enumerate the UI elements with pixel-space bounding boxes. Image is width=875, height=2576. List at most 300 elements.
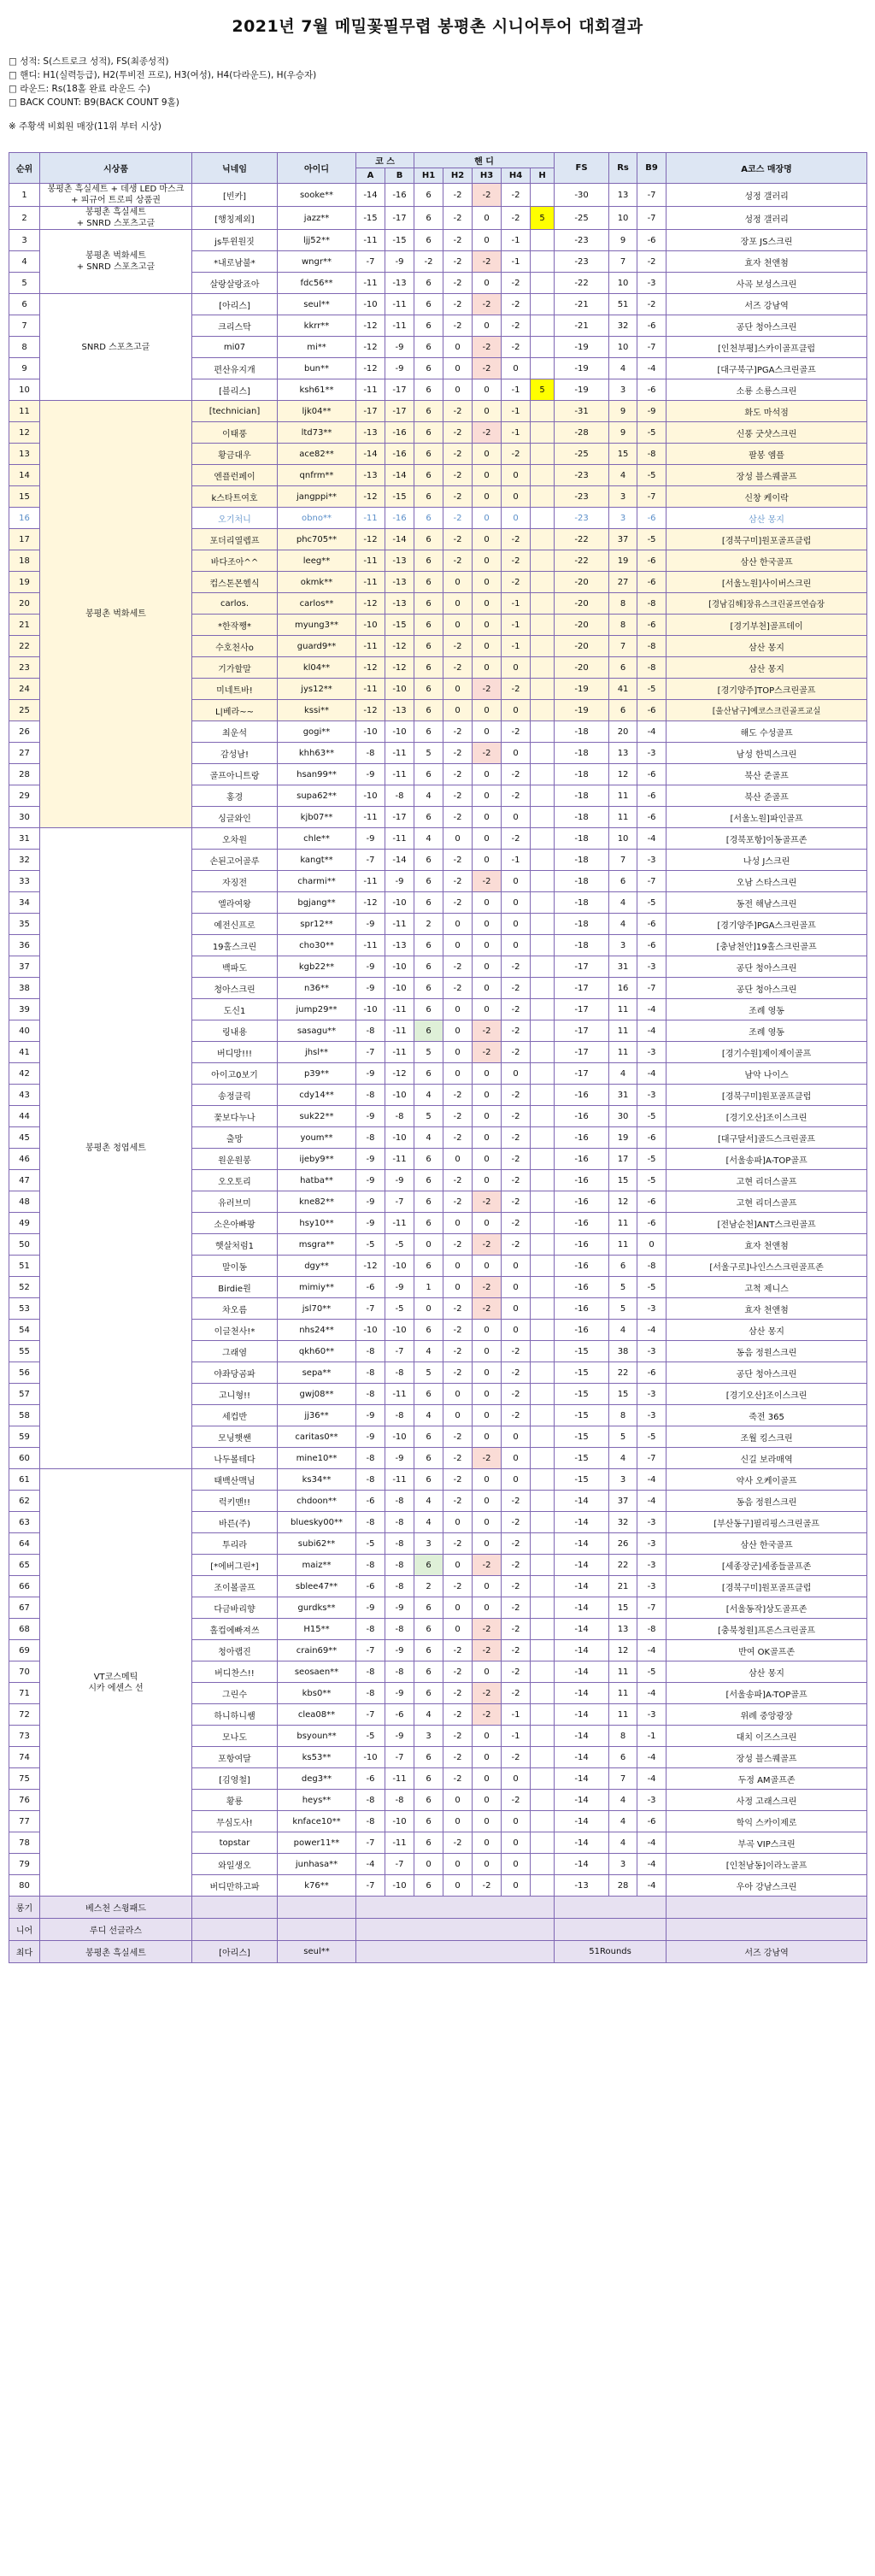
user-id-cell: mi** <box>278 337 356 358</box>
handi-h4-cell: -2 <box>502 721 531 743</box>
final-score-cell: -17 <box>555 1042 609 1063</box>
handi-h4-cell: 0 <box>502 657 531 679</box>
store-name-cell: [서울송파]A-TOP골프 <box>667 1149 867 1170</box>
store-name-cell: 위례 중앙광장 <box>667 1704 867 1726</box>
rank-cell: 30 <box>9 807 40 828</box>
final-score-cell: -18 <box>555 871 609 892</box>
handi-h-cell <box>531 251 555 273</box>
rank-cell: 58 <box>9 1405 40 1426</box>
rank-cell: 14 <box>9 465 40 486</box>
handi-h1-cell: 6 <box>414 1149 443 1170</box>
user-id-cell: caritas0** <box>278 1426 356 1448</box>
handi-h-cell <box>531 1320 555 1341</box>
handi-h-cell <box>531 1768 555 1790</box>
final-score-cell: -19 <box>555 379 609 401</box>
handi-h1-cell: 4 <box>414 1341 443 1362</box>
handi-h1-cell: 6 <box>414 657 443 679</box>
handi-h1-cell: 6 <box>414 1640 443 1661</box>
handi-h2-cell: -2 <box>443 956 473 978</box>
final-score-cell: -16 <box>555 1170 609 1191</box>
handi-h1-cell: 6 <box>414 422 443 444</box>
handi-h4-cell: -2 <box>502 294 531 315</box>
store-name-cell: 동음 정원스크린 <box>667 1341 867 1362</box>
handi-h-cell <box>531 1191 555 1213</box>
rounds-cell: 4 <box>609 1811 637 1832</box>
final-score-cell: -15 <box>555 1384 609 1405</box>
score-b-cell: -8 <box>385 1619 414 1640</box>
score-b-cell: -7 <box>385 1341 414 1362</box>
handi-h1-cell: 4 <box>414 1127 443 1149</box>
user-id-cell: ijeby9** <box>278 1149 356 1170</box>
back-nine-cell: -2 <box>637 294 667 315</box>
store-name-cell: [서울동작]상도골프존 <box>667 1597 867 1619</box>
header-course: 코 스 <box>356 153 414 168</box>
final-score-cell: -14 <box>555 1576 609 1597</box>
final-score-cell: -23 <box>555 508 609 529</box>
score-a-cell: -7 <box>356 1704 385 1726</box>
handi-h3-cell: 0 <box>473 1768 502 1790</box>
handi-h3-cell: 0 <box>473 1512 502 1533</box>
header-prize: 시상품 <box>40 153 192 184</box>
score-a-cell: -12 <box>356 358 385 379</box>
score-a-cell: -12 <box>356 315 385 337</box>
user-id-cell: jsl70** <box>278 1298 356 1320</box>
store-name-cell: [전남순천]ANT스크린골프 <box>667 1213 867 1234</box>
score-b-cell: -11 <box>385 1384 414 1405</box>
store-name-cell: 반여 OK골프존 <box>667 1640 867 1661</box>
header-id: 아이디 <box>278 153 356 184</box>
handi-h-cell <box>531 764 555 785</box>
score-b-cell: -10 <box>385 679 414 700</box>
score-b-cell: -11 <box>385 828 414 850</box>
handi-h1-cell: 6 <box>414 700 443 721</box>
handi-h2-cell: 0 <box>443 615 473 636</box>
handi-h1-cell: 4 <box>414 1491 443 1512</box>
handi-h4-cell: -2 <box>502 184 531 207</box>
handi-h-cell <box>531 1811 555 1832</box>
final-score-cell: -14 <box>555 1811 609 1832</box>
user-id-cell: kne82** <box>278 1191 356 1213</box>
score-a-cell: -8 <box>356 1469 385 1491</box>
rank-cell: 67 <box>9 1597 40 1619</box>
handi-h1-cell: 6 <box>414 978 443 999</box>
prize-cell <box>40 230 192 294</box>
handi-h3-cell: 0 <box>473 1469 502 1491</box>
store-name-cell: [경북포항]이동골프존 <box>667 828 867 850</box>
nickname-cell: 오차원 <box>192 828 278 850</box>
score-a-cell: -13 <box>356 422 385 444</box>
score-b-cell: -11 <box>385 1213 414 1234</box>
special-award-row <box>9 1897 867 1919</box>
score-b-cell: -5 <box>385 1298 414 1320</box>
score-b-cell: -10 <box>385 1426 414 1448</box>
rank-cell: 59 <box>9 1426 40 1448</box>
store-name-cell: 조례 영동 <box>667 999 867 1020</box>
nickname-cell: 기가할말 <box>192 657 278 679</box>
score-b-cell: -11 <box>385 743 414 764</box>
user-id-cell: msgra** <box>278 1234 356 1256</box>
final-score-cell: -23 <box>555 251 609 273</box>
user-id-cell: wngr** <box>278 251 356 273</box>
handi-h3-cell: 0 <box>473 1256 502 1277</box>
back-nine-cell: -3 <box>637 1704 667 1726</box>
score-a-cell: -10 <box>356 999 385 1020</box>
handi-h4-cell: -1 <box>502 636 531 657</box>
handi-h4-cell: 0 <box>502 1063 531 1085</box>
score-a-cell: -11 <box>356 679 385 700</box>
rounds-cell: 11 <box>609 785 637 807</box>
back-nine-cell: -4 <box>637 999 667 1020</box>
nickname-cell: 럭키맨!! <box>192 1491 278 1512</box>
store-name-cell: 북산 준골프 <box>667 785 867 807</box>
rank-cell: 18 <box>9 550 40 572</box>
nickname-cell: 도신1 <box>192 999 278 1020</box>
user-id-cell: cdy14** <box>278 1085 356 1106</box>
user-id-cell: knface10** <box>278 1811 356 1832</box>
handi-h2-cell: -2 <box>443 892 473 914</box>
handi-h2-cell: -2 <box>443 465 473 486</box>
final-score-cell: -14 <box>555 1512 609 1533</box>
rank-cell: 26 <box>9 721 40 743</box>
rank-cell: 2 <box>9 207 40 230</box>
nickname-cell: 황금대우 <box>192 444 278 465</box>
handi-h3-cell: 0 <box>473 401 502 422</box>
rank-cell: 62 <box>9 1491 40 1512</box>
header-b9: B9 <box>637 153 667 184</box>
handi-h2-cell: -2 <box>443 294 473 315</box>
back-nine-cell: -3 <box>637 850 667 871</box>
score-a-cell: -9 <box>356 1106 385 1127</box>
table-row <box>9 294 867 315</box>
user-id-cell: supa62** <box>278 785 356 807</box>
handi-h1-cell: 6 <box>414 1063 443 1085</box>
score-a-cell: -9 <box>356 1405 385 1426</box>
handi-h-cell <box>531 294 555 315</box>
handi-h-cell: 5 <box>531 207 555 230</box>
nickname-cell: [technician] <box>192 401 278 422</box>
handi-h-cell <box>531 1640 555 1661</box>
score-a-cell: -8 <box>356 1362 385 1384</box>
rounds-cell: 20 <box>609 721 637 743</box>
header-store: A코스 매장명 <box>667 153 867 184</box>
store-name-cell: 해도 수성골프 <box>667 721 867 743</box>
rank-cell: 76 <box>9 1790 40 1811</box>
rounds-cell: 13 <box>609 184 637 207</box>
score-b-cell: -8 <box>385 1790 414 1811</box>
handi-h3-cell: 0 <box>473 1832 502 1854</box>
score-a-cell: -13 <box>356 465 385 486</box>
handi-h-cell <box>531 679 555 700</box>
handi-h1-cell: 6 <box>414 850 443 871</box>
store-name-cell: 삼산 몽지 <box>667 636 867 657</box>
handi-h1-cell: 5 <box>414 1362 443 1384</box>
score-a-cell: -12 <box>356 700 385 721</box>
prize-cell <box>40 184 192 207</box>
nickname-cell: 아이고0보기 <box>192 1063 278 1085</box>
back-nine-cell: -4 <box>637 1491 667 1512</box>
handi-h4-cell: 0 <box>502 1448 531 1469</box>
final-score-cell: -14 <box>555 1555 609 1576</box>
user-id-cell: hsan99** <box>278 764 356 785</box>
rank-cell: 60 <box>9 1448 40 1469</box>
handi-h1-cell: 6 <box>414 572 443 593</box>
nickname-cell: *한작쨍* <box>192 615 278 636</box>
rank-cell: 63 <box>9 1512 40 1533</box>
prize-cell <box>40 401 192 828</box>
handi-h-cell <box>531 358 555 379</box>
handi-h3-cell: 0 <box>473 486 502 508</box>
handi-h-cell <box>531 935 555 956</box>
score-b-cell: -9 <box>385 1597 414 1619</box>
handi-h1-cell: 0 <box>414 1298 443 1320</box>
final-score-cell: -14 <box>555 1533 609 1555</box>
final-score-cell: -17 <box>555 1063 609 1085</box>
rounds-cell: 7 <box>609 251 637 273</box>
rounds-cell: 15 <box>609 1170 637 1191</box>
user-id-cell: bsyoun** <box>278 1726 356 1747</box>
rank-cell: 19 <box>9 572 40 593</box>
note-score: □ 성적: S(스트로크 성적), FS(최종성적) <box>9 56 169 67</box>
handi-h1-cell: 6 <box>414 1426 443 1448</box>
store-name-cell: 삼산 몽지 <box>667 1320 867 1341</box>
store-name-cell: 화도 마석점 <box>667 401 867 422</box>
handi-h2-cell: -2 <box>443 1683 473 1704</box>
handi-h1-cell: 6 <box>414 892 443 914</box>
store-name-cell: 죽전 365 <box>667 1405 867 1426</box>
header-h4: H4 <box>502 168 531 184</box>
handi-h2-cell: 0 <box>443 1063 473 1085</box>
score-b-cell: -11 <box>385 764 414 785</box>
handi-h1-cell: 6 <box>414 184 443 207</box>
handi-h2-cell: 0 <box>443 1020 473 1042</box>
handi-h2-cell: -2 <box>443 1298 473 1320</box>
note-rounds: □ 라운드: Rs(18홀 완료 라운드 수) <box>9 84 150 94</box>
store-name-cell: 효자 천앤첨 <box>667 251 867 273</box>
rounds-cell: 16 <box>609 978 637 999</box>
store-name-cell: 북산 준골프 <box>667 764 867 785</box>
handi-h4-cell: -1 <box>502 593 531 615</box>
legend-notes <box>9 55 316 133</box>
award-prize: 베스천 스윙패드 <box>40 1897 192 1919</box>
rank-cell: 11 <box>9 401 40 422</box>
back-nine-cell: -4 <box>637 828 667 850</box>
score-b-cell: -14 <box>385 850 414 871</box>
handi-h4-cell: -2 <box>502 1191 531 1213</box>
final-score-cell: -20 <box>555 636 609 657</box>
score-b-cell: -13 <box>385 700 414 721</box>
score-b-cell: -16 <box>385 422 414 444</box>
score-a-cell: -8 <box>356 1661 385 1683</box>
nickname-cell: 조이볼골프 <box>192 1576 278 1597</box>
handi-h1-cell: 6 <box>414 444 443 465</box>
handi-h3-cell: 0 <box>473 207 502 230</box>
final-score-cell: -17 <box>555 999 609 1020</box>
final-score-cell: -18 <box>555 721 609 743</box>
rank-cell: 35 <box>9 914 40 935</box>
final-score-cell: -18 <box>555 850 609 871</box>
rank-cell: 45 <box>9 1127 40 1149</box>
handi-h2-cell: -2 <box>443 743 473 764</box>
nickname-cell: 나두볼테다 <box>192 1448 278 1469</box>
score-a-cell: -11 <box>356 935 385 956</box>
handi-h2-cell: -2 <box>443 1234 473 1256</box>
rounds-cell: 11 <box>609 1704 637 1726</box>
handi-h4-cell: -2 <box>502 1619 531 1640</box>
handi-h4-cell: -2 <box>502 1555 531 1576</box>
handi-h4-cell: -2 <box>502 1213 531 1234</box>
final-score-cell: -19 <box>555 679 609 700</box>
handi-h-cell <box>531 1341 555 1362</box>
rounds-cell: 31 <box>609 1085 637 1106</box>
user-id-cell: p39** <box>278 1063 356 1085</box>
final-score-cell: -15 <box>555 1469 609 1491</box>
handi-h4-cell: -1 <box>502 1704 531 1726</box>
handi-h4-cell: 0 <box>502 1298 531 1320</box>
back-nine-cell: -3 <box>637 1790 667 1811</box>
handi-h1-cell: 6 <box>414 935 443 956</box>
handi-h-cell <box>531 1448 555 1469</box>
score-b-cell: -9 <box>385 1170 414 1191</box>
score-a-cell: -7 <box>356 1298 385 1320</box>
rounds-cell: 12 <box>609 1191 637 1213</box>
store-name-cell: 우아 강남스크린 <box>667 1875 867 1897</box>
final-score-cell: -14 <box>555 1597 609 1619</box>
score-b-cell: -8 <box>385 1576 414 1597</box>
store-name-cell: 나성 J스크린 <box>667 850 867 871</box>
nickname-cell: 그래염 <box>192 1341 278 1362</box>
user-id-cell: nhs24** <box>278 1320 356 1341</box>
back-nine-cell: -3 <box>637 1341 667 1362</box>
handi-h4-cell: -2 <box>502 828 531 850</box>
nickname-cell: 송정클릭 <box>192 1085 278 1106</box>
handi-h-cell <box>531 230 555 251</box>
store-name-cell: [경북구미]원포골프클럽 <box>667 529 867 550</box>
rounds-cell: 13 <box>609 743 637 764</box>
prize-line: 봉평촌 벅화세트 <box>85 609 146 619</box>
handi-h3-cell: 0 <box>473 529 502 550</box>
handi-h2-cell: 0 <box>443 1875 473 1897</box>
handi-h2-cell: -2 <box>443 315 473 337</box>
handi-h-cell <box>531 807 555 828</box>
handi-h4-cell: -2 <box>502 1020 531 1042</box>
handi-h-cell <box>531 892 555 914</box>
handi-h2-cell: -2 <box>443 207 473 230</box>
prize-line: VT코스메틱 <box>93 1672 138 1682</box>
handi-h4-cell: 0 <box>502 743 531 764</box>
user-id-cell: jj36** <box>278 1405 356 1426</box>
handi-h1-cell: 6 <box>414 1320 443 1341</box>
nickname-cell: 포더리열렙프 <box>192 529 278 550</box>
store-name-cell: [경기오산]조이스크린 <box>667 1384 867 1405</box>
final-score-cell: -14 <box>555 1661 609 1683</box>
handi-h2-cell: 0 <box>443 999 473 1020</box>
handi-h3-cell: 0 <box>473 956 502 978</box>
user-id-cell: chdoon** <box>278 1491 356 1512</box>
nickname-cell: 골프아니트랑 <box>192 764 278 785</box>
final-score-cell: -14 <box>555 1747 609 1768</box>
handi-h3-cell: 0 <box>473 1661 502 1683</box>
handi-h1-cell: 6 <box>414 1790 443 1811</box>
handi-h4-cell: 0 <box>502 1277 531 1298</box>
user-id-cell: jangppi** <box>278 486 356 508</box>
score-b-cell: -13 <box>385 593 414 615</box>
score-b-cell: -9 <box>385 337 414 358</box>
user-id-cell: k76** <box>278 1875 356 1897</box>
special-award-row <box>9 1919 867 1941</box>
handi-h1-cell: 6 <box>414 1747 443 1768</box>
rank-cell: 9 <box>9 358 40 379</box>
rounds-cell: 11 <box>609 1213 637 1234</box>
handi-h3-cell: -2 <box>473 679 502 700</box>
rank-cell: 43 <box>9 1085 40 1106</box>
handi-h-cell <box>531 1854 555 1875</box>
final-score-cell: -28 <box>555 422 609 444</box>
handi-h-cell <box>531 465 555 486</box>
score-b-cell: -9 <box>385 251 414 273</box>
award-empty <box>356 1941 555 1963</box>
handi-h-cell <box>531 1063 555 1085</box>
rank-cell: 42 <box>9 1063 40 1085</box>
nickname-cell: [*에버그린*] <box>192 1555 278 1576</box>
final-score-cell: -16 <box>555 1106 609 1127</box>
back-nine-cell: -5 <box>637 1661 667 1683</box>
handi-h1-cell: 4 <box>414 1405 443 1426</box>
score-b-cell: -9 <box>385 1640 414 1661</box>
handi-h1-cell: 4 <box>414 785 443 807</box>
handi-h4-cell: -1 <box>502 379 531 401</box>
final-score-cell: -18 <box>555 892 609 914</box>
nickname-cell: L|베라~~ <box>192 700 278 721</box>
handi-h3-cell: 0 <box>473 1576 502 1597</box>
score-b-cell: -11 <box>385 1020 414 1042</box>
store-name-cell: [대구북구]PGA스크린골프 <box>667 358 867 379</box>
handi-h2-cell: -2 <box>443 764 473 785</box>
user-id-cell: kbs0** <box>278 1683 356 1704</box>
user-id-cell: seul** <box>278 294 356 315</box>
nickname-cell: 이태풍 <box>192 422 278 444</box>
handi-h-cell <box>531 1234 555 1256</box>
handi-h2-cell: 0 <box>443 337 473 358</box>
score-b-cell: -17 <box>385 207 414 230</box>
score-a-cell: -10 <box>356 615 385 636</box>
score-a-cell: -9 <box>356 1149 385 1170</box>
nickname-cell: [행칭제외] <box>192 207 278 230</box>
nickname-cell: 수호천사o <box>192 636 278 657</box>
rank-cell: 21 <box>9 615 40 636</box>
handi-h1-cell: 6 <box>414 508 443 529</box>
user-id-cell: hatba** <box>278 1170 356 1191</box>
handi-h2-cell: -2 <box>443 1661 473 1683</box>
handi-h4-cell: -2 <box>502 1640 531 1661</box>
handi-h4-cell: -2 <box>502 1127 531 1149</box>
handi-h3-cell: 0 <box>473 1747 502 1768</box>
rounds-cell: 26 <box>609 1533 637 1555</box>
user-id-cell: qnfrm** <box>278 465 356 486</box>
back-nine-cell: -7 <box>637 1597 667 1619</box>
rank-cell: 23 <box>9 657 40 679</box>
score-a-cell: -8 <box>356 1790 385 1811</box>
user-id-cell: deg3** <box>278 1768 356 1790</box>
handi-h1-cell: 4 <box>414 828 443 850</box>
rank-cell: 10 <box>9 379 40 401</box>
store-name-cell: [경북구미]원포골프클럽 <box>667 1576 867 1597</box>
handi-h4-cell: -1 <box>502 615 531 636</box>
handi-h2-cell: -2 <box>443 1362 473 1384</box>
handi-h1-cell: 6 <box>414 1875 443 1897</box>
back-nine-cell: -8 <box>637 444 667 465</box>
handi-h2-cell: -2 <box>443 1726 473 1747</box>
handi-h4-cell: -2 <box>502 1085 531 1106</box>
